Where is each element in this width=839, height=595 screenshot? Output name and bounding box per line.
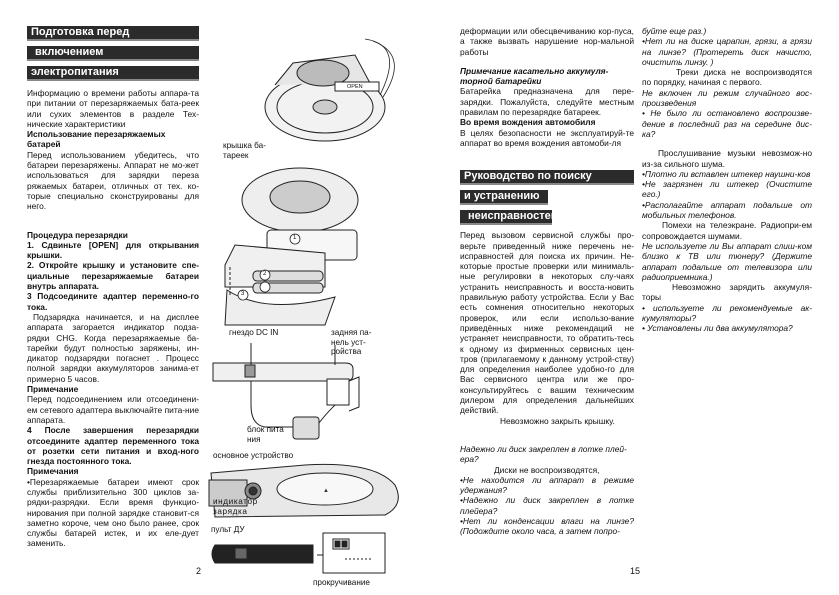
symptom-tv: Помехи на телеэкране. Радиопри-ем сопровождается шумами.: [642, 220, 812, 241]
check-resume: • Не было ли остановлено воспроизве-дение в последний раз на середине дис-ка?: [642, 108, 812, 139]
driving-heading: Во время вождения автомобиля: [460, 117, 596, 128]
symptom-noise: Прослушивание музыки невозмож-но из-за сильного шума.: [642, 148, 812, 169]
battery-insertion-drawing: [225, 168, 358, 325]
psu-label: блок пита ния: [247, 425, 284, 444]
left-column: [27, 26, 199, 549]
right-column-b: [642, 26, 812, 334]
symptom-lid-check: Надежно ли диск закреплен в лотке плей-ера?: [460, 443, 627, 465]
symptom-lid: Невозможно закрыть крышку.: [500, 415, 615, 426]
note-heading: Примечание: [27, 384, 79, 395]
battery-note-paragraph: Батарейка предназначена для пере-зарядки. Пожалуйста, следуйте местным правилам по перезарядке батареек.: [460, 86, 634, 118]
notes-heading: Примечания: [27, 466, 79, 477]
n3-label: 3: [241, 291, 245, 297]
n1-label: 1: [293, 235, 297, 241]
check-condensation: •Нет ли конденсации влаги на линзе? (Подождите около часа, а затем попро-: [460, 515, 634, 537]
troubleshoot-bar-2: и устранению: [460, 190, 548, 205]
charge-indicator-label: индикатор зарядка: [213, 497, 258, 516]
check-two-batteries: • Установлены ли два аккумулятора?: [642, 323, 793, 334]
page-number-left: 2: [196, 566, 202, 576]
rechargeable-heading: Использование перезаряжаемых батарей: [27, 129, 166, 150]
deformation-paragraph: деформации или обесцвечиванию кор-пуса, а также вызвать нарушение нор-мальной работы: [460, 26, 634, 57]
check-disc: •Надежно ли диск закреплен в лотке плейера?: [460, 495, 634, 516]
check-headphones: •Плотно ли вставлен штекер наушни-ков: [642, 168, 811, 179]
back-panel-label: задняя па-нель уст-ройства: [331, 328, 372, 357]
battery-info-paragraph: Информацию о времени работы аппара-та при питании от перезаряжаемых бата-реек или сухих элементов в разделе Тех-нические характеристики: [27, 88, 199, 129]
heading-bar-1: Подготовка перед: [27, 26, 199, 41]
symptom-no-play: Диски не воспроизводятся,: [494, 464, 600, 475]
check-tv-distance: Не используете ли Вы аппарат слиш-ком близко к ТВ или тюнеру? (Держите аппарат подальше от телевизора или радиоприемника.): [642, 240, 812, 282]
step-2: 2. Откройте крышку и установите спе-циальные перезаряжаемые батареи внутрь аппарата.: [27, 260, 199, 292]
driving-paragraph: В целях безопасности не эксплуатируй-те аппарат во время вождения автомоби-ля: [460, 127, 634, 148]
main-unit-label: основное устройство: [213, 451, 294, 460]
symptom-charge: Невозможно зарядить аккумуля-торы: [642, 282, 812, 303]
scroll-label: прокручивание: [313, 578, 370, 587]
right-column-a: [460, 26, 634, 537]
lid-label: крышка ба-тареек: [223, 141, 266, 160]
step-4: 4 После завершения перезарядки отсоедините адаптер переменного тока от розетки сети питания и вход-ного гнезда постоянного тока.: [27, 425, 199, 467]
step-1: 1. Сдвиньте [OPEN] для открывания крышки.: [27, 239, 199, 261]
check-plug: •Не загрязнен ли штекер (Очистите его.): [642, 179, 812, 200]
troubleshoot-bar-3: неисправностей: [460, 210, 552, 225]
note-paragraph: Перед подсоединением или отсоединени-ем сетевого адаптера выключайте пита-ние аппарата.: [27, 394, 199, 425]
illustration: [205, 25, 445, 585]
check-mobile: •Располагайте аппарат подальше от мобильных телефонов.: [642, 199, 812, 221]
step-3: 3 Подсоедините адаптер переменно-го тока.: [27, 291, 199, 312]
remote-label: пульт ДУ: [211, 525, 245, 534]
check-scratches: •Нет ли на диске царапин, грязи, а грязи на линзе? (Протереть диск начисто, очистить линзу. ): [642, 36, 812, 67]
svg-text:▲: ▲: [323, 488, 329, 494]
symptom-order: Треки диска не воспроизводятся по порядку, начиная с первого.: [642, 67, 812, 88]
retry-text: буйте еще раз.): [642, 26, 707, 36]
battery-note-heading: Примечание касательно аккумуля-торной батарейки: [460, 65, 609, 87]
charging-paragraph: Подзарядка начинается, и на дисплее аппарата загорается индикатор подза-рядки CHG. Когда перезаряжаемые ба-тарейки будут полностью заряжены, ин-дикатор подзарядки погаснет . Процесс полной зарядки аккумуляторов занима-ет примерно 5 часов.: [27, 311, 199, 384]
troubleshoot-intro: Перед вызовом сервисной службы про-верьте приведенный ниже перечень не-исправностей для поиска их причин. Не-которые простые проверки или минималь-ные регулировки в некоторых слу-чаях устранить неисправность и восста-новить правильную работу устройства. Если у Вас есть сомнения относительно некоторых проверок, или если использо-вание приведённых ниже рекомендаций не устраняет неисправности, то обратить-тесь к одному из фирменных сервисных цен-тров (прилагаемому к данному устрой-ству) для определения наиболее удобно-го для Вас сервисного центра или же про-консультируйтесь с вашим техническим дилером для определения дальнейших действий.: [460, 230, 634, 416]
page-number-right: 15: [630, 566, 641, 576]
notes-paragraph: •Перезаряжаемые батареи имеют срок службы приблизительно 300 циклов за-рядки-разрядки. Если время функцио-нирования при полной зарядке становит-ся заметно короче, чем оно было ранее, срок службы батарей истек, и их еле-дует заменить.: [27, 476, 199, 549]
n2-label: 2: [263, 271, 267, 277]
dcin-label: гнездо DC IN: [229, 328, 279, 337]
heading-bar-2: включением: [27, 46, 199, 61]
rechargeable-paragraph: Перед использованием убедитесь, что батареи перезаряжены. Аппарат не мо-жет использоваться для зарядки переза ряжаемых батареи, отличных от тех. ко-торые специально сконструированы для него.: [27, 149, 199, 212]
open-label: OPEN: [347, 84, 363, 90]
remote-drawing: [212, 533, 385, 573]
player-open-lid-drawing: [265, 39, 394, 141]
heading-bar-3: электропитания: [27, 66, 199, 81]
troubleshoot-bar-1: Руководство по поиску: [460, 170, 634, 185]
check-hold: •Не находится ли аппарат в режиме удержания?: [460, 474, 634, 496]
check-random: Не включен ли режим случайного вос-произведения: [642, 87, 812, 109]
procedure-heading: Процедура перезарядки: [27, 229, 128, 240]
check-recommended: • используете ли рекомендуемые ак-кумуляторы?: [642, 302, 812, 324]
